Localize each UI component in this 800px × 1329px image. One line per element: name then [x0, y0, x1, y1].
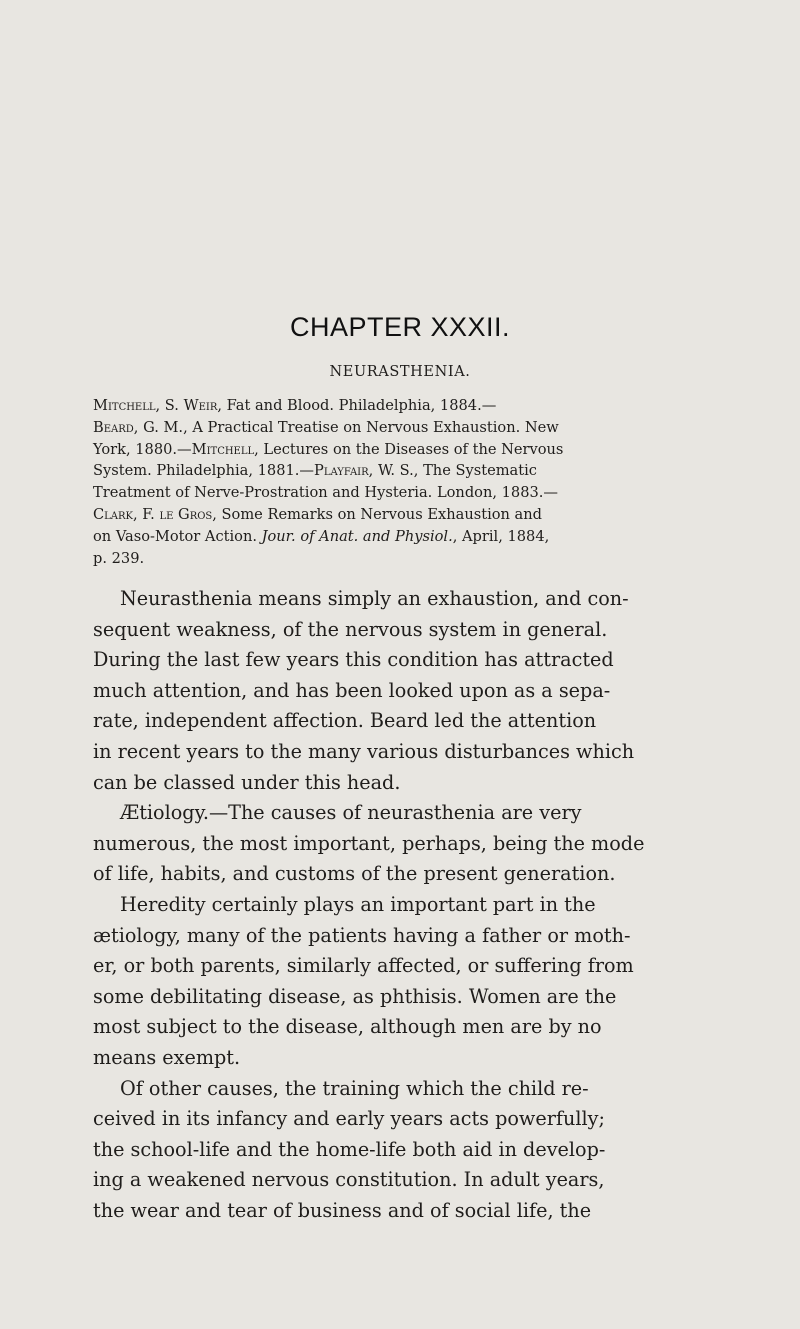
body-line: means exempt.: [93, 1045, 241, 1069]
body-line: ceived in its infancy and early years acts powerfully;: [93, 1107, 605, 1131]
body-line: During the last few years this condition has attracted: [93, 648, 614, 672]
bib-line-5: Treatment of Nerve-Prostration and Hysteria. London, 1883.—: [93, 484, 558, 502]
body-line: ing a weakened nervous constitution. In adult years,: [93, 1168, 605, 1192]
body-text: [93, 584, 717, 1226]
body-line: the school-life and the home-life both aid in develop-: [93, 1137, 606, 1161]
body-line-aetiology: Ætiology.—The causes of neurasthenia are very: [120, 801, 582, 825]
body-line: Heredity certainly plays an important part in the: [120, 892, 596, 916]
body-line: rate, independent affection. Beard led the attention: [93, 709, 597, 733]
chapter-subtitle: NEURASTHENIA.: [329, 364, 471, 380]
bib-line-4: System. Philadelphia, 1881.—Playfair, W. S., The Systematic: [93, 462, 537, 480]
body-line: numerous, the most important, perhaps, being the mode: [93, 831, 645, 855]
body-line: Of other causes, the training which the child re-: [120, 1076, 589, 1100]
bib-line-6: Clark, F. le Gros, Some Remarks on Nervous Exhaustion and: [93, 505, 543, 523]
body-line: of life, habits, and customs of the present generation.: [93, 862, 616, 886]
chapter-title: CHAPTER XXXII.: [289, 312, 511, 342]
body-line: most subject to the disease, although men are by no: [93, 1015, 602, 1039]
bibliography: [93, 395, 717, 569]
body-line: in recent years to the many various disturbances which: [93, 739, 635, 763]
body-line: the wear and tear of business and of social life, the: [93, 1198, 592, 1222]
body-line: er, or both parents, similarly affected, or suffering from: [93, 954, 634, 978]
bib-line-2: Beard, G. M., A Practical Treatise on Nervous Exhaustion. New: [93, 418, 559, 436]
bib-line-8: p. 239.: [93, 549, 145, 567]
body-line: some debilitating disease, as phthisis. Women are the: [93, 984, 617, 1008]
bib-line-3: York, 1880.—Mitchell, Lectures on the Diseases of the Nervous: [93, 440, 564, 458]
body-line: can be classed under this head.: [93, 770, 401, 794]
body-line: sequent weakness, of the nervous system in general.: [93, 617, 608, 641]
body-line: Neurasthenia means simply an exhaustion, and con-: [120, 587, 629, 610]
body-line: much attention, and has been looked upon as a sepa-: [93, 678, 611, 702]
body-line: ætiology, many of the patients having a father or moth-: [93, 923, 631, 947]
bib-line-7: on Vaso-Motor Action. Jour. of Anat. and Physiol., April, 1884,: [93, 527, 550, 545]
bib-line-1: Mitchell, S. Weir, Fat and Blood. Philadelphia, 1884.—: [93, 397, 497, 414]
